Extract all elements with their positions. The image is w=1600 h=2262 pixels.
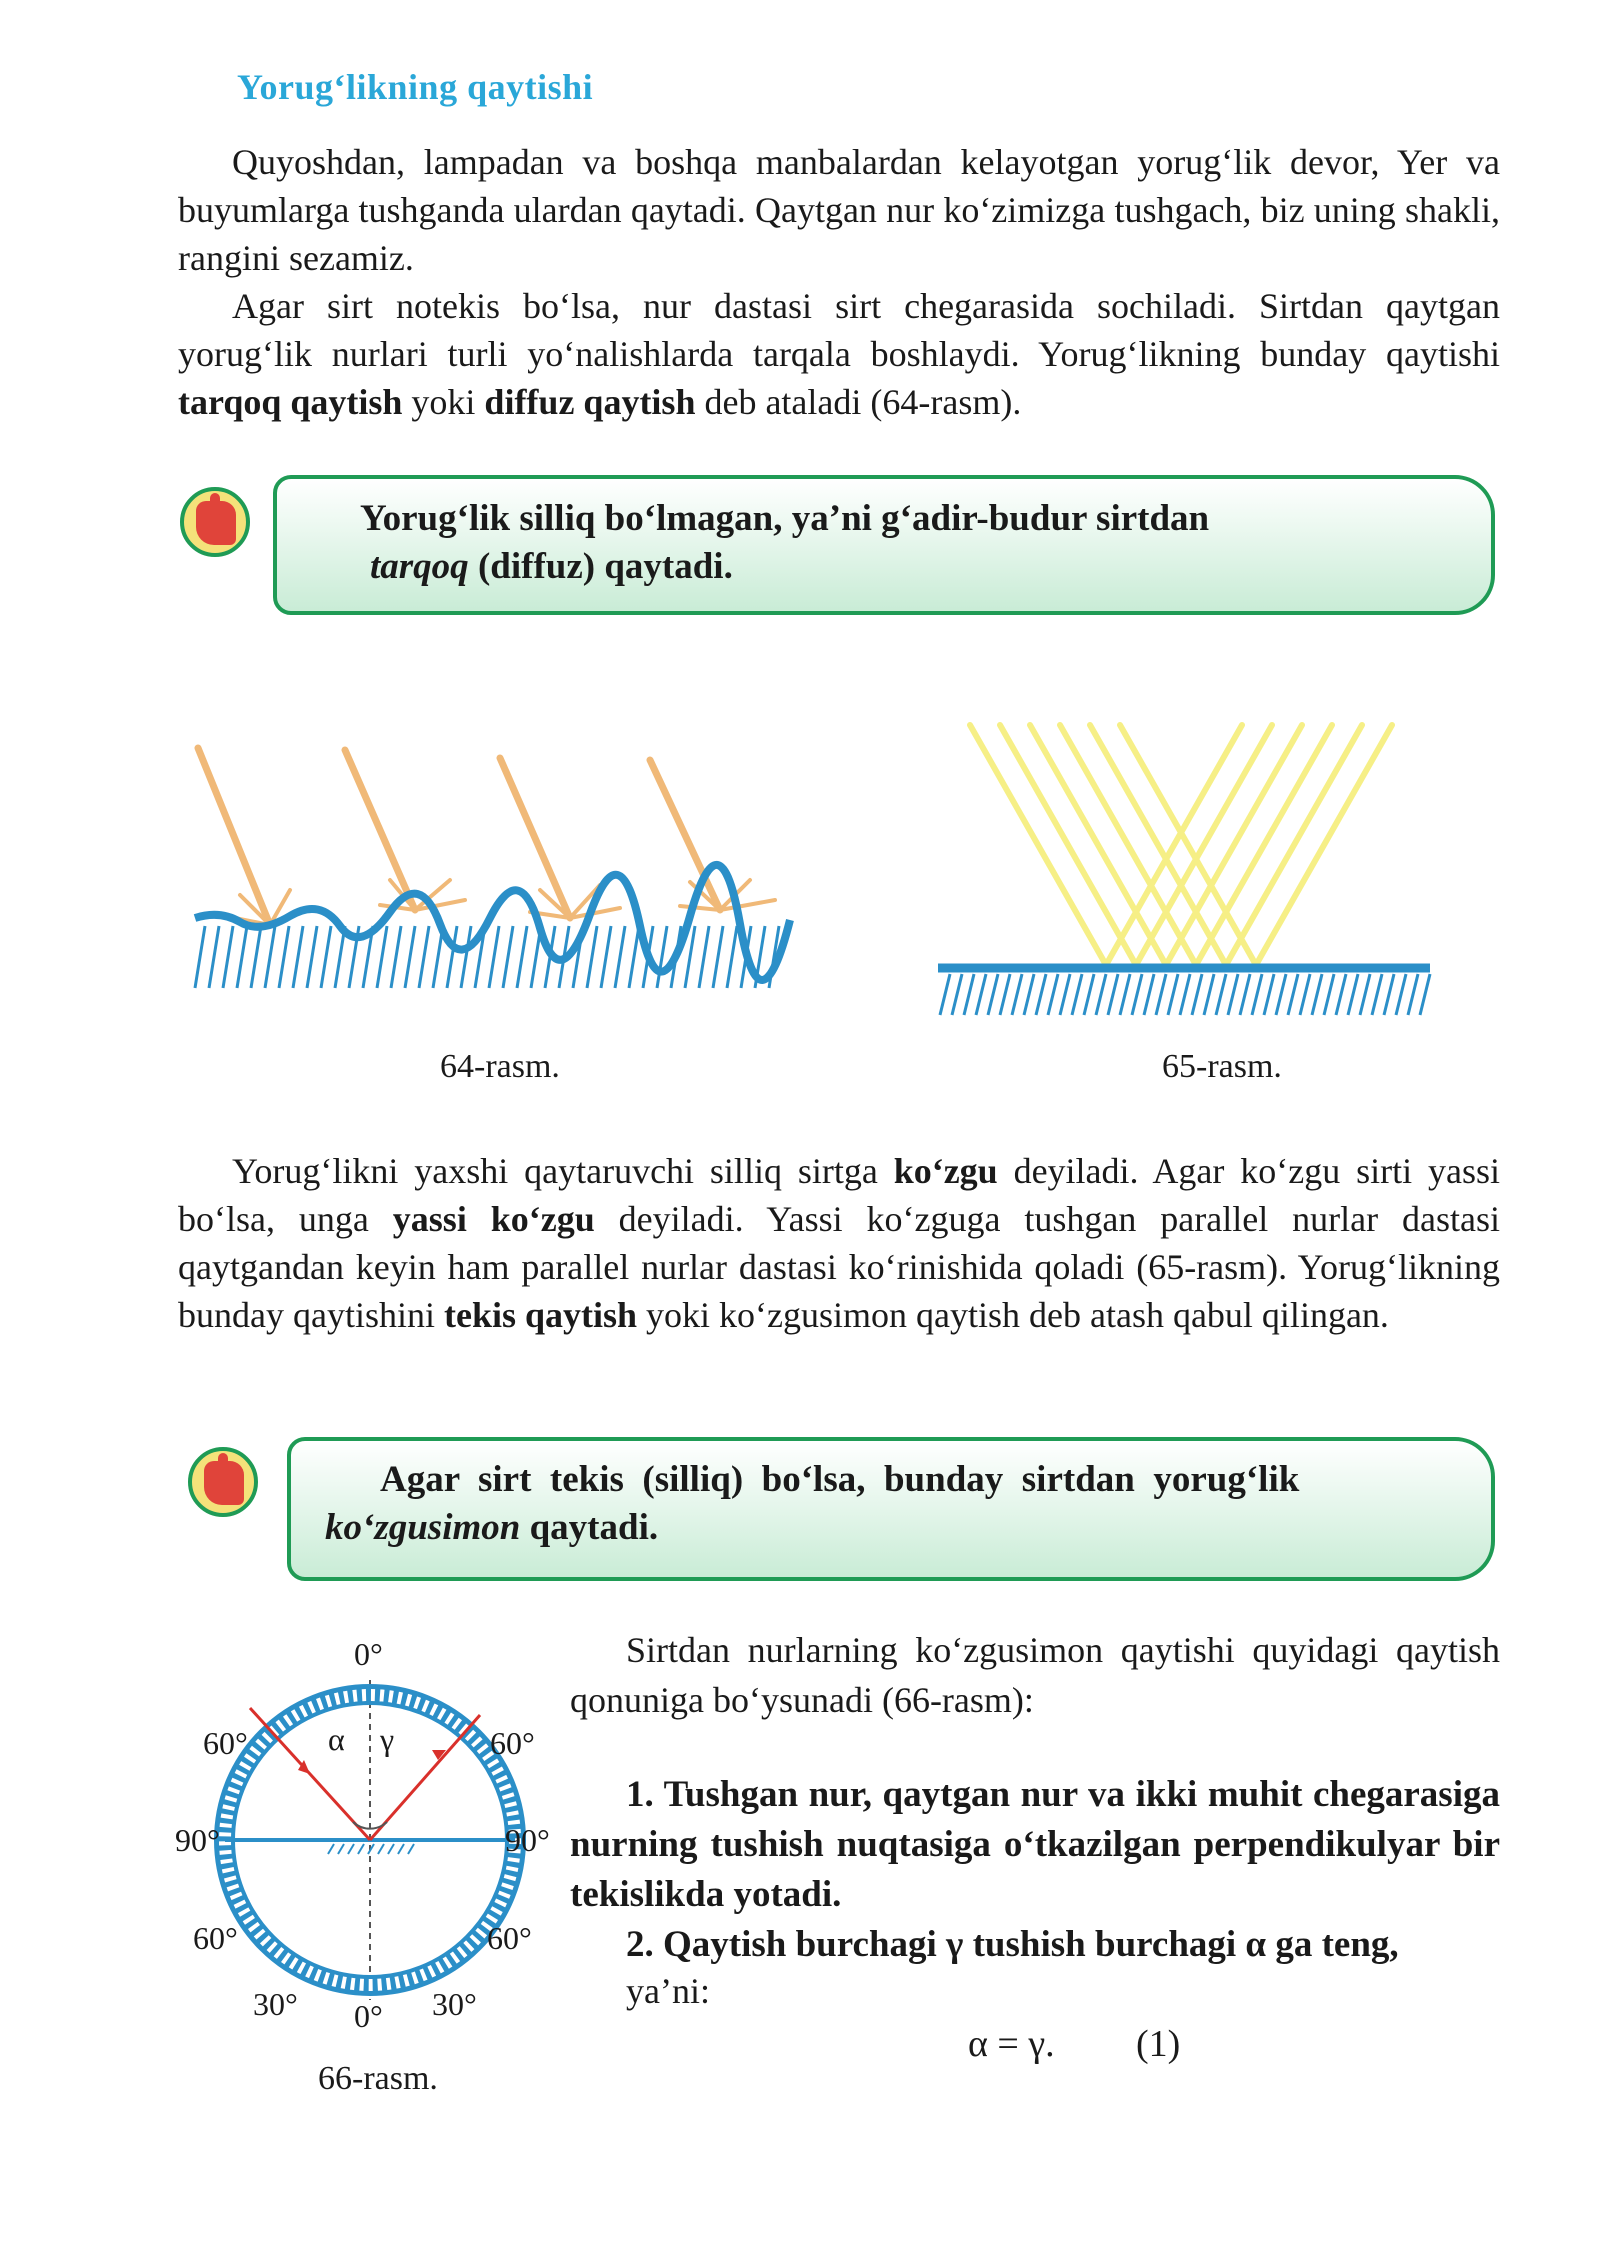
term-kozgu: ko‘zgu <box>893 1151 998 1191</box>
deg-90-left: 90° <box>175 1822 220 1858</box>
hand-pointing-icon <box>188 1447 258 1517</box>
alpha-label: α <box>328 1721 345 1757</box>
figure-65-mirror-reflection <box>930 720 1450 1020</box>
deg-top: 0° <box>354 1636 383 1672</box>
figure-64-diffuse-reflection <box>180 730 810 1010</box>
note-2-text: Agar sirt tekis (silliq) bo‘lsa, bunday sirtdan yorug‘lik ko‘zgusimon qaytadi. <box>325 1459 1300 1548</box>
deg-90-right: 90° <box>505 1822 550 1858</box>
note-1-text: Yorug‘lik silliq bo‘lmagan, ya’ni g‘adir-budur sirtdan tarqoq (diffuz) qaytadi. <box>360 498 1210 587</box>
deg-60-top-left: 60° <box>203 1725 248 1761</box>
reflection-law-2-rest: ya’ni: <box>626 1971 710 2011</box>
deg-60-bottom-right: 60° <box>487 1920 532 1956</box>
deg-30-bottom-right: 30° <box>432 1986 477 2022</box>
term-yassi-kozgu: yassi ko‘zgu <box>392 1199 595 1239</box>
section-title: Yorug‘likning qaytishi <box>237 67 594 107</box>
reflection-law-1: 1. Tushgan nur, qaytgan nur va ikki muhit chegarasiga nurning tushish nuqtasiga o‘tkazilgan perpendikulyar bir tekislikda yotadi. <box>570 1774 1500 1915</box>
term-tarqoq: tarqoq qaytish <box>178 382 403 422</box>
formula-number: (1) <box>1136 2023 1181 2065</box>
hand-pointing-icon <box>180 487 250 557</box>
term-tekis-qaytish: tekis qaytish <box>443 1295 638 1335</box>
deg-60-bottom-left: 60° <box>193 1920 238 1956</box>
term-diffuz: diffuz qaytish <box>484 382 696 422</box>
paragraph-4: Sirtdan nurlarning ko‘zgusimon qaytishi quyidagi qaytish qonuniga bo‘ysunadi (66-rasm): <box>570 1630 1500 1720</box>
deg-30-bottom-left: 30° <box>253 1986 298 2022</box>
paragraph-1: Quyoshdan, lampadan va boshqa manbalardan kelayotgan yorug‘lik devor, Yer va buyumlarga tushganda ulardan qaytadi. Qaytgan nur ko‘zimizga tushgach, biz uning shakli, rangini sezamiz. <box>178 142 1500 278</box>
figure-64-caption: 64-rasm. <box>440 1048 560 1085</box>
reflection-law-2: 2. Qaytish burchagi γ tushish burchagi α ga teng, <box>626 1924 1399 1965</box>
paragraph-2: Agar sirt notekis bo‘lsa, nur dastasi sirt chegarasida sochiladi. Sirtdan qaytgan yorug‘lik nurlari turli yo‘nalishlarda tarqala boshlaydi. Yorug‘likning bunday qaytishi tarqoq qaytish yoki diffuz qaytish deb ataladi (64-rasm). <box>178 286 1500 422</box>
paragraph-3: Yorug‘likni yaxshi qaytaruvchi silliq sirtga ko‘zgu deyiladi. Agar ko‘zgu sirti yassi bo‘lsa, unga yassi ko‘zgu deyiladi. Yassi ko‘zguga tushgan parallel nurlar dastasi qaytgandan keyin ham parallel nurlar dastasi ko‘rinishida qoladi (65-rasm). Yorug‘likning bunday qaytishini tekis qaytish yoki ko‘zgusimon qaytish deb atash qabul qilingan. <box>178 1151 1500 1335</box>
figure-66-caption: 66-rasm. <box>318 2060 438 2097</box>
formula: α = γ. <box>968 2023 1055 2065</box>
gamma-label: γ <box>380 1721 395 1757</box>
deg-60-top-right: 60° <box>490 1725 535 1761</box>
deg-bottom: 0° <box>354 1998 383 2034</box>
figure-65-caption: 65-rasm. <box>1162 1048 1282 1085</box>
